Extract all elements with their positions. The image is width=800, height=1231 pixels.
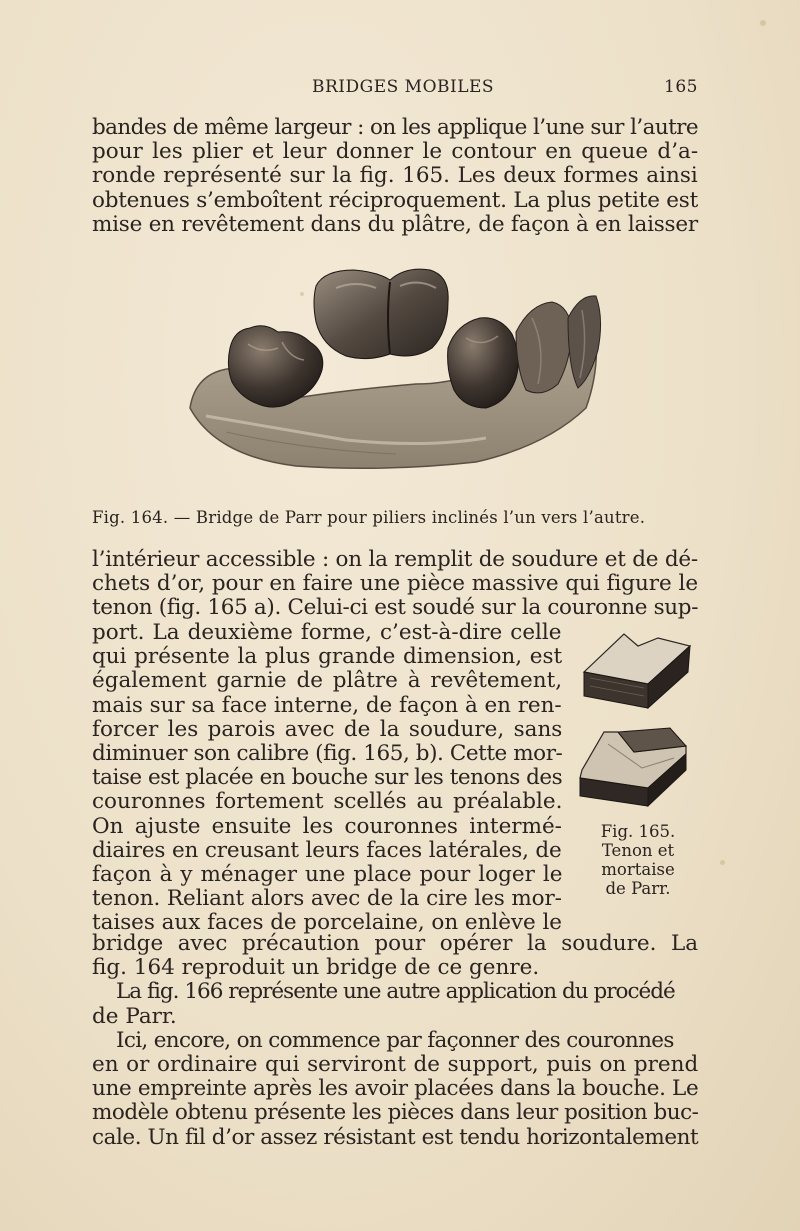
text-line: On ajuste ensuite les couronnes intermé- — [92, 813, 562, 839]
text-line: couronnes fortement scellés au préalable. — [92, 789, 563, 815]
left-molar — [228, 326, 322, 407]
text-line: bridge avec précaution pour opérer la soudure. La — [92, 931, 699, 956]
text-line: taises aux faces de porcelaine, on enlève le — [92, 910, 562, 936]
text-line: bandes de même largeur : on les applique l’une sur l’autre — [92, 115, 698, 140]
text-line: diminuer son calibre (fig. 165, b). Cette mor- — [92, 740, 563, 766]
text-line: également garnie de plâtre à revêtement, — [92, 668, 563, 694]
pontic-crown — [314, 269, 448, 358]
text-line: Ici, encore, on commence par façonner des couronnes — [116, 1027, 674, 1053]
running-title: BRIDGES MOBILES — [312, 77, 495, 97]
right-premolar — [448, 318, 519, 408]
text-line: tenon (fig. 165 a). Celui-ci est soudé sur la couronne sup- — [92, 595, 699, 621]
top-paragraph — [92, 116, 698, 237]
text-line: ronde représenté sur la fig. 165. Les deux formes ainsi — [92, 163, 698, 189]
mortise-block — [580, 728, 686, 806]
narrow-column-text — [92, 621, 562, 935]
paper-spot — [760, 20, 766, 26]
caption-line: Fig. 165. — [600, 822, 676, 841]
page-number: 165 — [664, 77, 698, 97]
caption-line: de Parr. — [605, 879, 671, 898]
text-line: pour les plier et leur donner le contour en queue d’a- — [92, 139, 699, 165]
text-line: une empreinte après les avoir placées dans la bouche. Le — [92, 1076, 699, 1102]
text-line: tenon. Reliant alors avec de la cire les mor- — [92, 886, 562, 912]
text-line: obtenues s’emboîtent réciproquement. La plus petite est — [92, 187, 698, 213]
figure-caption: Fig. 164. — Bridge de Parr pour piliers inclinés l’un vers l’autre. — [92, 508, 646, 527]
figure-caption-165 — [578, 822, 698, 898]
text-line: de Parr. — [92, 1003, 177, 1029]
bottom-paragraphs — [92, 932, 698, 1150]
text-line: mise en revêtement dans du plâtre, de façon à en laisser — [92, 211, 698, 237]
paper-spot — [720, 860, 725, 865]
text-line: l’intérieur accessible : on la remplit de soudure et de dé- — [92, 547, 698, 572]
caption-line: mortaise — [601, 860, 675, 879]
text-line: La fig. 166 représente une autre application du procédé — [116, 979, 675, 1005]
caption-line: Tenon et — [601, 841, 675, 860]
text-line: fig. 164 reproduit un bridge de ce genre. — [92, 955, 540, 981]
bridge-illustration — [186, 258, 606, 478]
text-line: forcer les parois avec de la soudure, sans — [92, 716, 563, 742]
running-header — [92, 77, 698, 101]
tenon-mortise-illustration — [578, 628, 694, 818]
tenon-block — [584, 634, 690, 708]
middle-paragraph — [92, 548, 698, 621]
text-line: qui présente la plus grande dimension, est — [92, 644, 563, 670]
text-line: façon à y ménager une place pour loger le — [92, 861, 563, 887]
text-line: port. La deuxième forme, c’est-à-dire celle — [92, 620, 562, 645]
text-line: chets d’or, pour en faire une pièce massive qui figure le — [92, 571, 699, 597]
text-line: taise est placée en bouche sur les tenons des — [92, 765, 563, 791]
text-line: diaires en creusant leurs faces latérales, de — [92, 837, 562, 863]
text-line: mais sur sa face interne, de façon à en ren- — [92, 692, 562, 718]
text-line: modèle obtenu présente les pièces dans leur position buc- — [92, 1100, 699, 1126]
text-line: cale. Un fil d’or assez résistant est tendu horizontalement — [92, 1124, 699, 1150]
text-line: en or ordinaire qui serviront de support, puis on prend — [92, 1051, 699, 1077]
paper-spot — [300, 292, 304, 296]
